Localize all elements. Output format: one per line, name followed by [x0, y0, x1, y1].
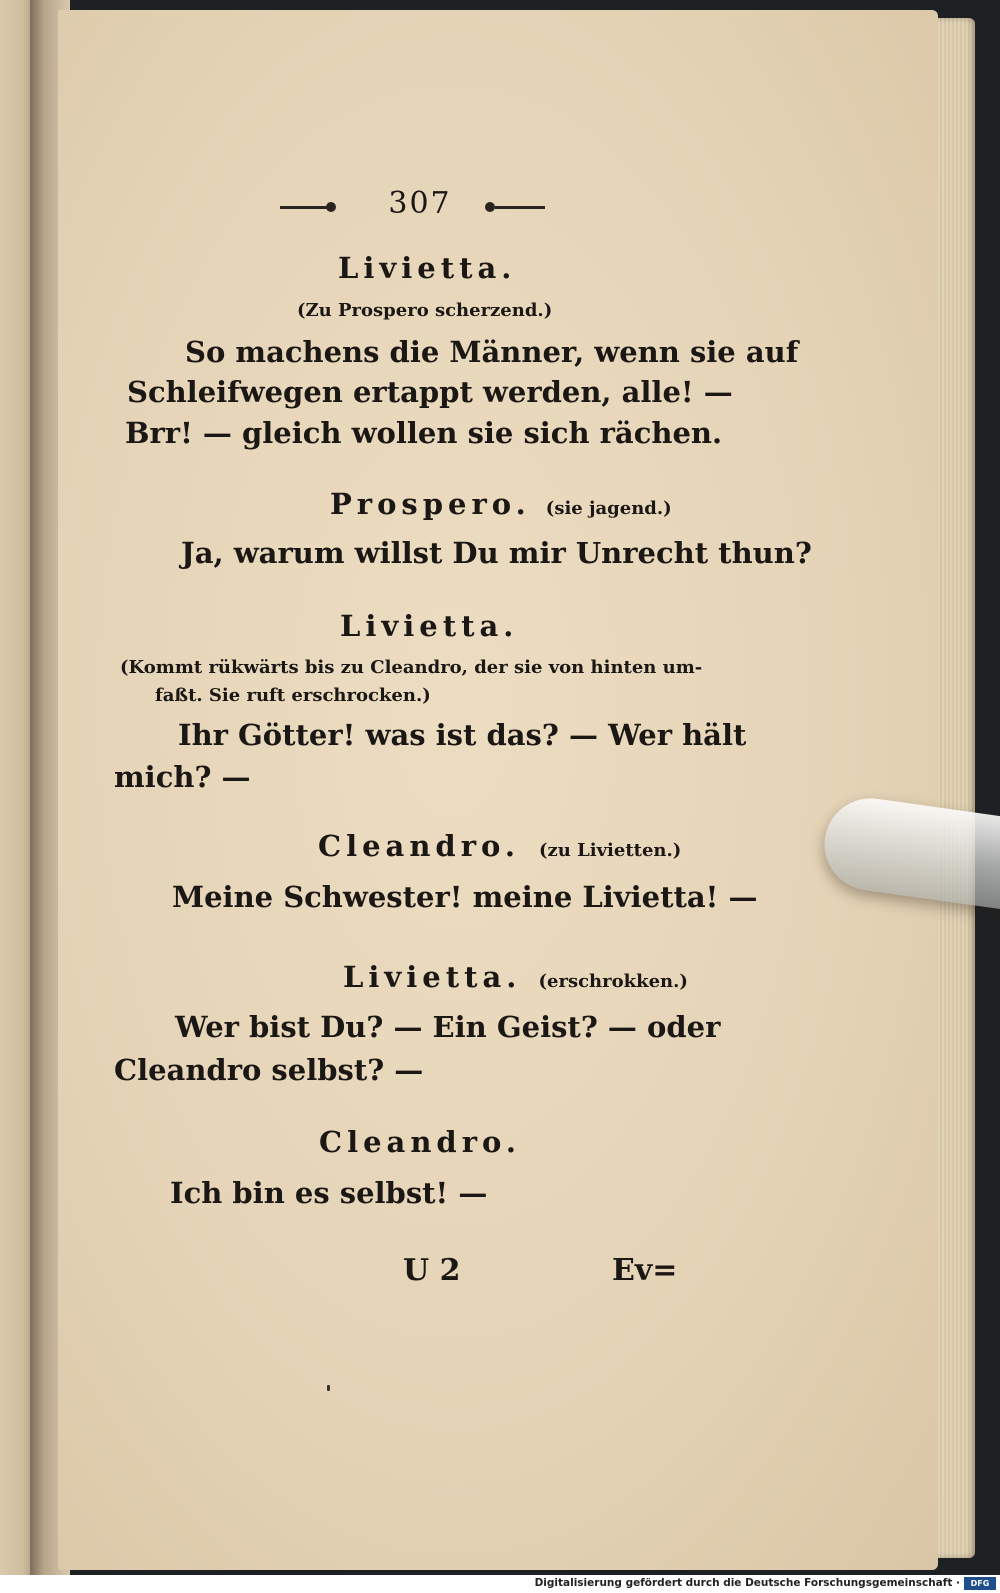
stage-direction: (erschrokken.) [538, 971, 688, 992]
dialogue-line: Schleifwegen ertappt werden, alle! — [127, 375, 733, 409]
speaker-heading [330, 487, 672, 521]
stage-direction: (sie jagend.) [545, 498, 672, 519]
header-ornament-right [495, 206, 545, 209]
stage-direction: faßt. Sie ruft erschrocken.) [155, 685, 431, 706]
dialogue-line: Ja, warum willst Du mir Unrecht thun? [181, 536, 812, 570]
header-ornament-left-dot [326, 202, 336, 212]
dialogue-line: mich? — [114, 760, 251, 794]
dialogue-line: Cleandro selbst? — [114, 1053, 424, 1087]
dfg-logo: DFG [964, 1577, 996, 1590]
stage-direction: (zu Livietten.) [539, 840, 682, 861]
ink-speck [327, 1385, 330, 1391]
catchword: Ev= [612, 1253, 678, 1288]
stage-direction: (Zu Prospero scherzend.) [297, 300, 553, 321]
dialogue-line: Meine Schwester! meine Livietta! — [172, 880, 758, 914]
dialogue-line: Ich bin es selbst! — [170, 1176, 488, 1210]
stage-direction: (Kommt rükwärts bis zu Cleandro, der sie von hinten um- [120, 657, 703, 678]
header-ornament-left [280, 206, 328, 209]
speaker-heading [318, 829, 681, 863]
speaker-name: Prospero. [330, 487, 531, 521]
speaker-name: Cleandro. [319, 1125, 521, 1159]
digitization-credit: Digitalisierung gefördert durch die Deutsche Forschungsgemeinschaft · [534, 1577, 960, 1589]
page-header [280, 186, 550, 226]
signature-mark: U 2 [403, 1253, 461, 1288]
speaker-name: Livietta. [338, 251, 517, 285]
dialogue-line: So machens die Männer, wenn sie auf [185, 335, 799, 369]
speaker-name: Cleandro. [318, 829, 520, 863]
dialogue-line: Brr! — gleich wollen sie sich rächen. [125, 416, 723, 450]
header-ornament-right-dot [485, 202, 495, 212]
speaker-name: Livietta. [340, 609, 519, 643]
page-number: 307 [388, 186, 452, 221]
dialogue-line: Ihr Götter! was ist das? — Wer hält [178, 718, 747, 752]
speaker-name: Livietta. [343, 960, 522, 994]
speaker-heading [343, 960, 688, 994]
dialogue-line: Wer bist Du? — Ein Geist? — oder [175, 1010, 721, 1044]
